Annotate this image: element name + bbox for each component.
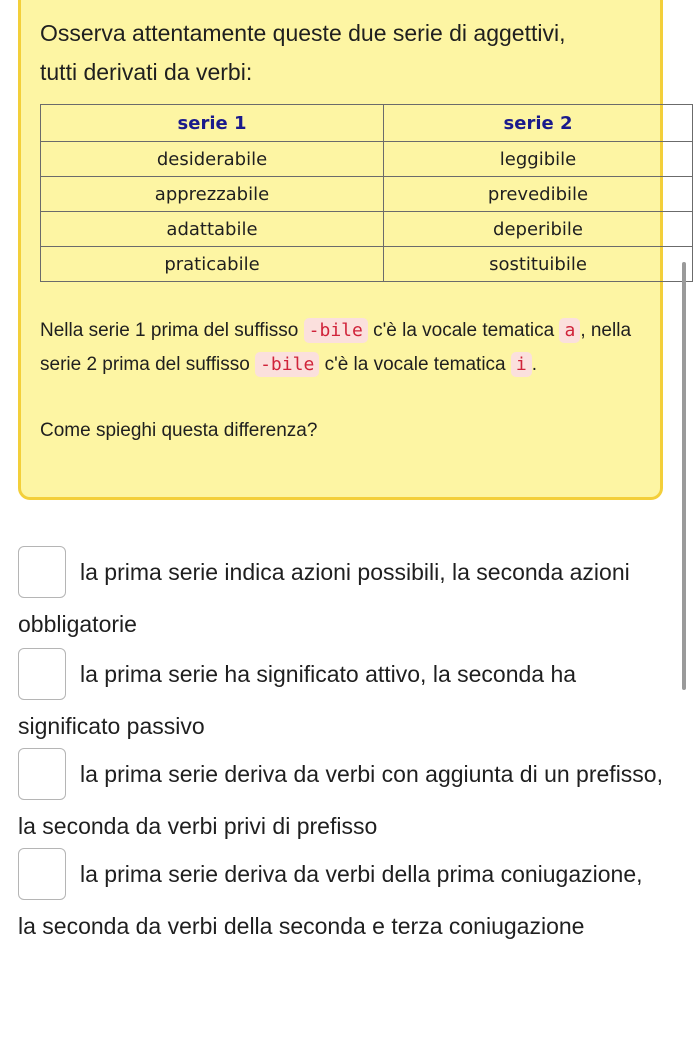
option-label: la prima serie ha significato attivo, la seconda ha significato passivo: [18, 661, 577, 739]
answer-option[interactable]: [18, 546, 663, 650]
exercise-intro: Osserva attentamente queste due serie di aggettivi, tutti derivati da verbi:: [40, 20, 566, 85]
question-text: Come spieghi questa differenza?: [40, 420, 318, 441]
option-checkbox[interactable]: [18, 648, 66, 700]
explanation-text: c'è la vocale tematica: [324, 354, 506, 375]
answer-option[interactable]: [18, 648, 663, 752]
table-row: [41, 142, 693, 177]
header-serie-1: serie 1: [41, 105, 384, 142]
table-cell: praticabile: [41, 247, 384, 282]
option-label: la prima serie deriva da verbi con aggiunta di un prefisso, la seconda da verbi privi di prefisso: [18, 761, 663, 839]
adjective-series-table: [40, 104, 693, 282]
table-cell: leggibile: [384, 142, 693, 177]
option-checkbox[interactable]: [18, 748, 66, 800]
answer-option[interactable]: [18, 848, 663, 952]
explanation-text: .: [531, 354, 538, 375]
explanation-text: Nella serie 1 prima del suffisso: [40, 320, 299, 341]
table-cell: adattabile: [41, 212, 384, 247]
table-cell: desiderabile: [41, 142, 384, 177]
table-row: [41, 247, 693, 282]
table-cell: prevedibile: [384, 177, 693, 212]
suffix-code: -bile: [304, 318, 368, 343]
explanation-text: , nella serie 2 prima del suffisso: [40, 320, 632, 375]
scrollbar[interactable]: [682, 262, 686, 690]
option-checkbox[interactable]: [18, 848, 66, 900]
option-label: la prima serie indica azioni possibili, la seconda azioni obbligatorie: [18, 559, 630, 637]
vowel-code: a: [559, 318, 580, 343]
table-row: [41, 177, 693, 212]
table-row: [41, 212, 693, 247]
option-checkbox[interactable]: [18, 546, 66, 598]
option-label: la prima serie deriva da verbi della prima coniugazione, la seconda da verbi della seconda e terza coniugazione: [18, 861, 643, 939]
suffix-code: -bile: [255, 352, 319, 377]
answer-option[interactable]: [18, 748, 663, 852]
explanation-text: c'è la vocale tematica: [373, 320, 555, 341]
table-header-row: [41, 105, 693, 142]
table-cell: apprezzabile: [41, 177, 384, 212]
table-cell: deperibile: [384, 212, 693, 247]
header-serie-2: serie 2: [384, 105, 693, 142]
table-cell: sostituibile: [384, 247, 693, 282]
explanation-paragraph: [40, 314, 640, 382]
vowel-code: i: [511, 352, 532, 377]
